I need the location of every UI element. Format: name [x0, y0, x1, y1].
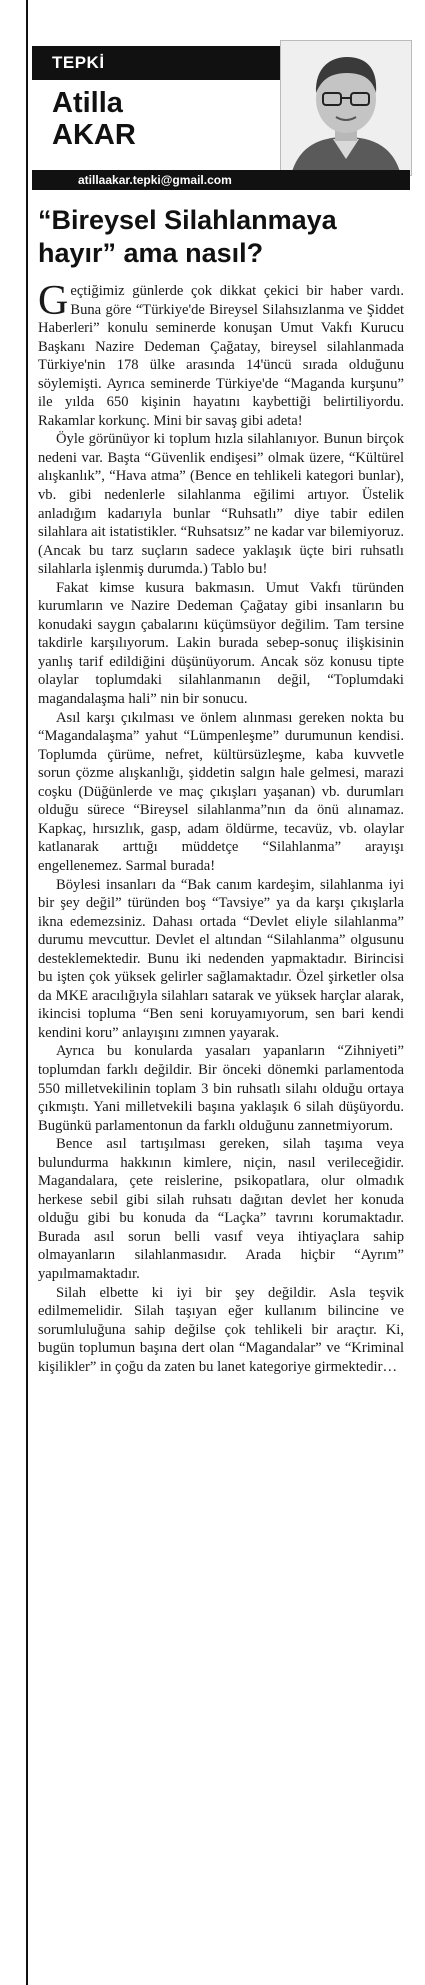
article-body — [38, 278, 404, 1376]
article-paragraph: Fakat kimse kusura bakmasın. Umut Vakfı türünden kurumların ve Nazire Dedeman Çağatay gibi insanların bu konudaki saygın çabalarını küçümsüyor değilim. Tam tersine takdirle karşılıyorum. Lakin burada sebep-sonuç ilişkisinin yanlış tarif edildiğini düşünüyorum. Ancak söz konusu tipte olaylar toplumdaki silahlanmanın değil, “Toplumdaki magandalaşma hali” nin bir sonucu. — [38, 579, 404, 708]
article-paragraph: Asıl karşı çıkılması ve önlem alınması gereken nokta bu “Magandalaşma” yahut “Lümpenleşme” durumunun kendisi. Toplumda çürüme, nefret, kültürsüzleşme, kaba kuvvetle sorun çözme alışkanlığı, şiddetin salgın hale gelmesi, marazi coşku (Düğünlerde ve maç çıkışları yaşanan) vb. durumları olduğu sürece “Bireysel silahlanma”nın da önü alınamaz. Kapkaç, hırsızlık, gasp, adam öldürme, tecavüz, vb. olaylar katlanarak arttığı müddetçe “Silahlanma” arayışı engellenemez. Sarmal burada! — [38, 709, 404, 874]
article-paragraph: Silah elbette ki iyi bir şey değildir. Asla teşvik edilmemelidir. Silah taşıyan eğer kullanım bilincine ve sorumluluğuna sahip değilse çok tehlikeli bir araçtır. Ki, bugün toplumun başına dert olan “Magandalar” ve “Kriminal kişilikler” in çoğu da zaten bu lanet kategoriye girmektedir… — [38, 1284, 404, 1375]
author-photo — [280, 40, 412, 176]
article-headline: “Bireysel Silahlanmaya hayır” ama nasıl? — [38, 205, 337, 268]
drop-cap: G — [38, 278, 69, 324]
article-paragraph: Geçtiğimiz günlerde çok dikkat çekici bir haber vardı. Buna göre “Türkiye'de Bireysel Silahsızlanma ve Şiddet Haberleri” konulu seminerde konuşan Umut Vakfı Kurucu Başkanı Nazire Dedeman Çağatay, bireysel silahlanmada Türkiye'nin 178 ülke arasında 14'üncü sırada olduğunu söylemişti. Ayrıca seminerde Türkiye'de “Maganda kurşunu” ile yılda 650 kişinin hayatını kaybettiği belirtiliyordu. Rakamlar korkunç. Mini bir savaş gibi adeta! — [38, 278, 404, 429]
article-paragraph: Bence asıl tartışılması gereken, silah taşıma veya bulundurma hakkının kimlere, niçin, nasıl verileceğidir. Magandalara, çete reislerine, psikopatlara, olur olmadık herkese sebil gibi silah ruhsatı dağıtan devlet her konuda olduğu gibi bu konuda da “Laçka” tavrını korumaktadır. Burada asıl sorun belli vasıf veya ihtiyaçlara sahip olmayanların silahlanmasıdır. Arada hiçbir “Ayrım” yapılmamaktadır. — [38, 1136, 404, 1282]
article-paragraph: Böylesi insanları da “Bak canım kardeşim, silahlanma iyi bir şey değil” türünden boş “Tavsiye” ya da karşı çıkışlarla ikna edemezsiniz. Dahası ortada “Devlet eliyle silahlanma” durumu mevcuttur. Devlet el altından “Silahlanma” olgusunu desteklemektedir. Bunu iki nedenden yapmaktadır. Birincisi bu işten çok yüksek gelirler sağlamaktadır. Özel şirketler olsa da MKE aracılığıyla silahları satarak ve yüksek harçlar alarak, ikincisi topluma “Ben seni koruyamıyorum, sen bari kendi kendini koru” anlayışını zımnen yayarak. — [38, 876, 404, 1041]
section-tag: TEPKİ — [32, 46, 280, 80]
author-email: atillaakar.tepki@gmail.com — [32, 170, 410, 190]
column-header — [26, 18, 424, 190]
article-paragraph: Öyle görünüyor ki toplum hızla silahlanıyor. Bunun birçok nedeni var. Başta “Güvenlik endişesi” olmak üzere, “Kültürel alışkanlık”, “Hava atma” (Bence en tehlikeli kategori bunlar), vb. gibi nedenlerle silahlanma eğilimi artıyor. Üstelik anladığım kadarıyla bunlar “Ruhsatlı” diye tabir edilen silahlara ait istatistikler. “Ruhsatsız” ne kadar var bilemiyoruz. (Ancak bu tarz suçların sadece yaklaşık üçte biri ruhsatlı silahlarla işlenmiş durumda.) Tablo bu! — [38, 431, 404, 578]
author-last-name: AKAR — [52, 119, 136, 151]
article-paragraph: Ayrıca bu konularda yasaları yapanların “Zihniyeti” toplumdan farklı değildir. Bir önceki dönemki parlamentoda 550 milletvekilinin toplam 3 bin ruhsatlı silahı olduğu ortaya çıkmıştı. Yani milletvekili başına yaklaşık 6 silah düşüyordu. Bugünkü parlamentonun da farklı olduğunu zannetmiyorum. — [38, 1043, 404, 1134]
author-first-name: Atilla — [52, 87, 123, 119]
column-rule — [26, 0, 28, 1985]
author-portrait-icon — [281, 41, 411, 175]
